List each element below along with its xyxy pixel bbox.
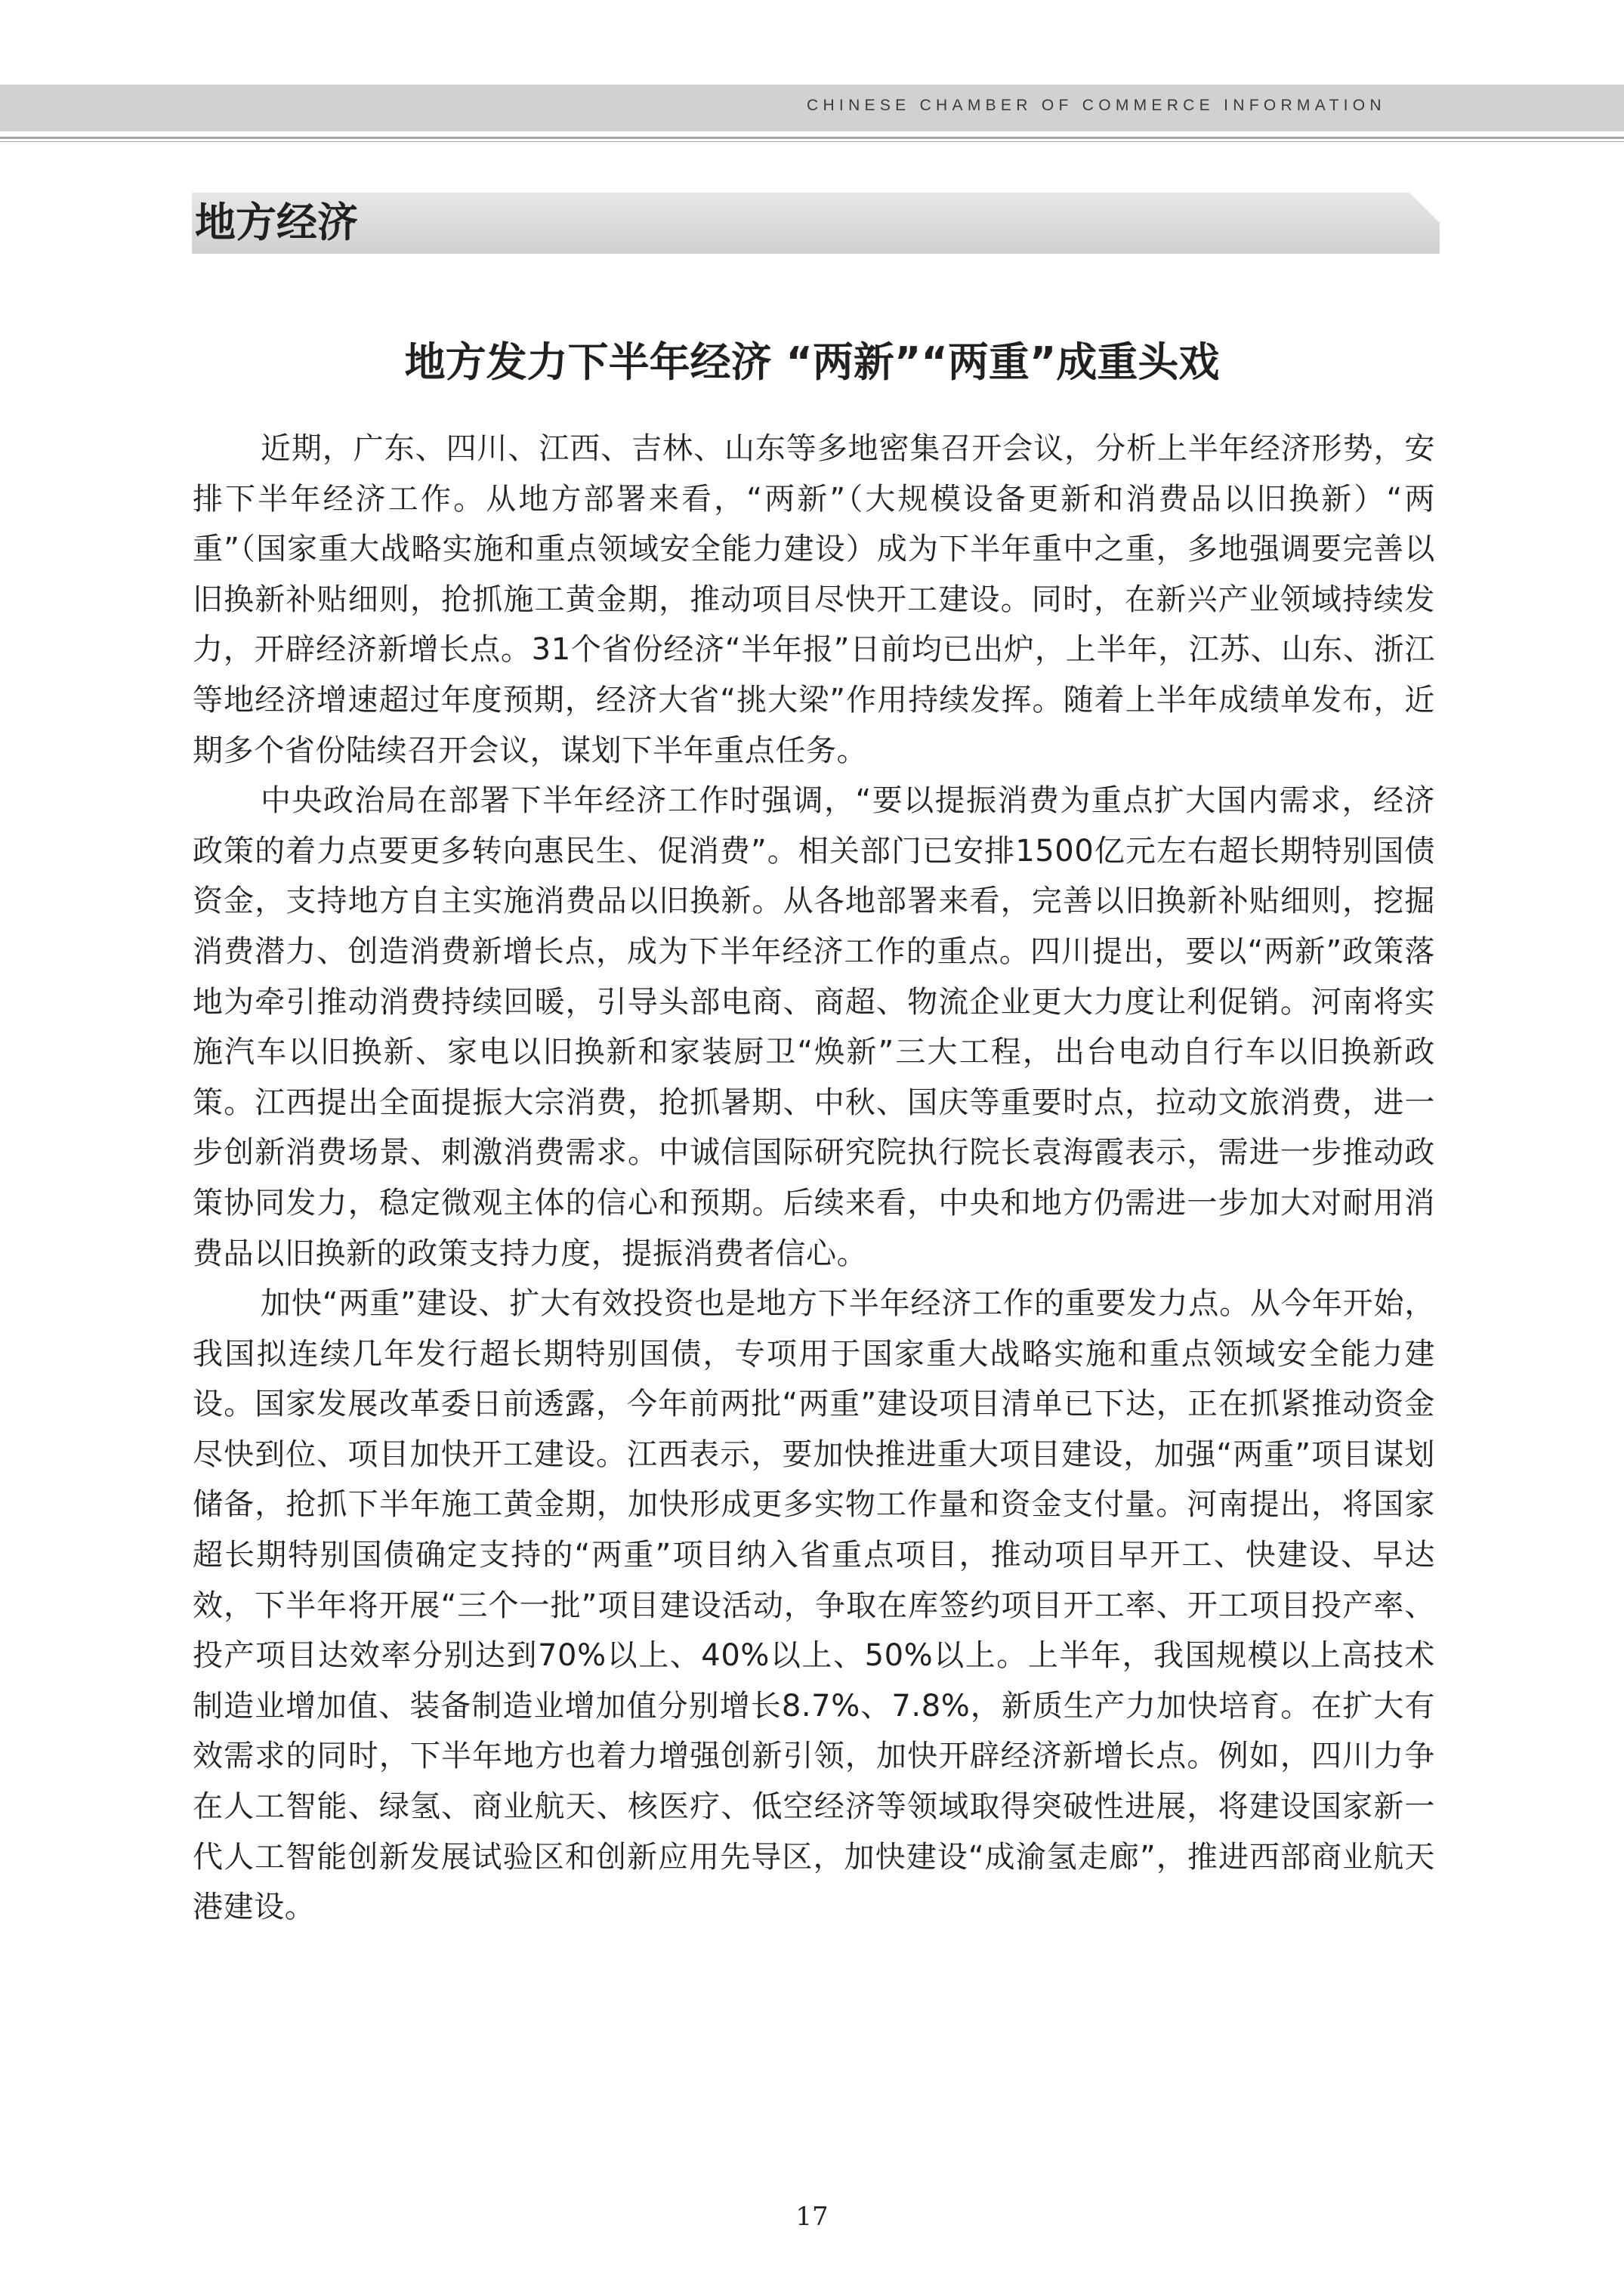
article-body: [193, 424, 1435, 1933]
section-banner: [192, 193, 1440, 254]
header-rule: [0, 137, 1624, 139]
paragraph: 中央政治局在部署下半年经济工作时强调，“要以提振消费为重点扩大国内需求，经济政策的着力点要更多转向惠民生、促消费”。相关部门已安排1500亿元左右超长期特别国债资金，支持地方自主实施消费品以旧换新。从各地部署来看，完善以旧换新补贴细则，挖掘消费潜力、创造消费新增长点，成为下半年经济工作的重点。四川提出，要以“两新”政策落地为牵引推动消费持续回暖，引导头部电商、商超、物流企业更大力度让利促销。河南将实施汽车以旧换新、家电以旧换新和家装厨卫“焕新”三大工程，出台电动自行车以旧换新政策。江西提出全面提振大宗消费，抢抓暑期、中秋、国庆等重要时点，拉动文旅消费，进一步创新消费场景、刺激消费需求。中诚信国际研究院执行院长袁海霞表示，需进一步推动政策协同发力，稳定微观主体的信心和预期。后续来看，中央和地方仍需进一步加大对耐用消费品以旧换新的政策支持力度，提振消费者信心。: [193, 783, 1435, 1271]
paragraph: 加快“两重”建设、扩大有效投资也是地方下半年经济工作的重要发力点。从今年开始，我国拟连续几年发行超长期特别国债，专项用于国家重大战略实施和重点领域安全能力建设。国家发展改革委日前透露，今年前两批“两重”建设项目清单已下达，正在抓紧推动资金尽快到位、项目加快开工建设。江西表示，要加快推进重大项目建设，加强“两重”项目谋划储备，抢抓下半年施工黄金期，加快形成更多实物工作量和资金支付量。河南提出，将国家超长期特别国债确定支持的“两重”项目纳入省重点项目，推动项目早开工、快建设、早达效，下半年将开展“三个一批”项目建设活动，争取在库签约项目开工率、开工项目投产率、投产项目达效率分别达到70%以上、40%以上、50%以上。上半年，我国规模以上高技术制造业增加值、装备制造业增加值分别增长8.7%、7.8%，新质生产力加快培育。在扩大有效需求的同时，下半年地方也着力增强创新引领，加快开辟经济新增长点。例如，四川力争在人工智能、绿氢、商业航天、核医疗、低空经济等领域取得突破性进展，将建设国家新一代人工智能创新发展试验区和创新应用先导区，加快建设“成渝氢走廊”，推进西部商业航天港建设。: [193, 1286, 1435, 1925]
paragraph: 近期，广东、四川、江西、吉林、山东等多地密集召开会议，分析上半年经济形势，安排下半年经济工作。从地方部署来看，“两新”（大规模设备更新和消费品以旧换新）“两重”（国家重大战略实施和重点领域安全能力建设）成为下半年重中之重，多地强调要完善以旧换新补贴细则，抢抓施工黄金期，推动项目尽快开工建设。同时，在新兴产业领域持续发力，开辟经济新增长点。31个省份经济“半年报”日前均已出炉，上半年，江苏、山东、浙江等地经济增速超过年度预期，经济大省“挑大梁”作用持续发挥。随着上半年成绩单发布，近期多个省份陆续召开会议，谋划下半年重点任务。: [193, 431, 1435, 768]
publication-name: CHINESE CHAMBER OF COMMERCE INFORMATION: [807, 97, 1386, 114]
page-number: 17: [795, 2202, 829, 2232]
section-title: 地方经济: [195, 198, 358, 246]
header-rule-thin: [0, 141, 1624, 142]
article-title: 地方发力下半年经济 “两新”“两重”成重头戏: [404, 338, 1220, 386]
